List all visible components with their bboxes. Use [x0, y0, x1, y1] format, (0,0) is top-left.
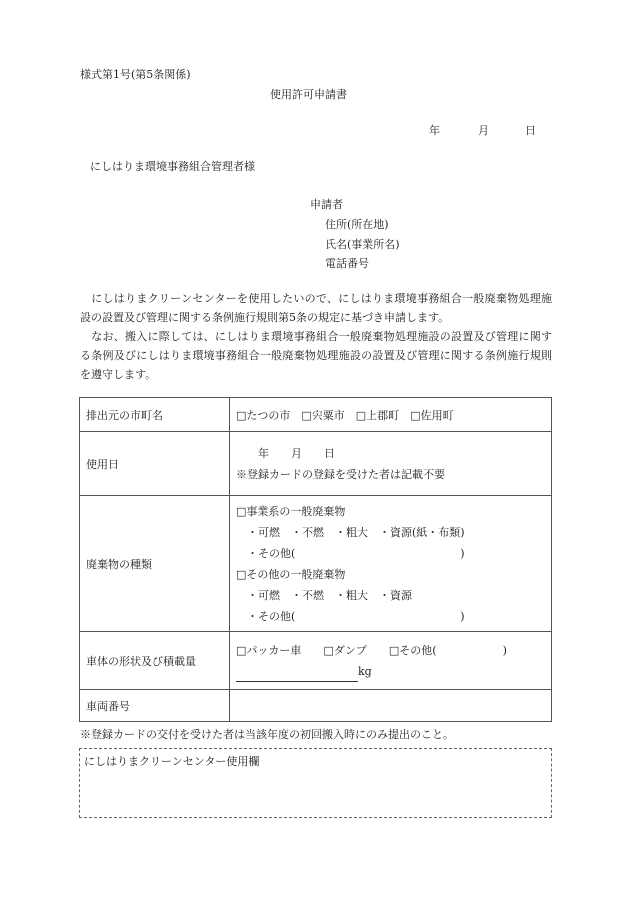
load-unit: kg — [358, 664, 372, 678]
page-title: 使用許可申請書 — [270, 88, 347, 101]
vehicle-type-cell — [230, 632, 552, 690]
waste-type-cell — [230, 496, 552, 632]
table-row — [80, 398, 552, 432]
addressee: にしはりま環境事務組合管理者様 — [90, 160, 255, 173]
vehicle-type-label: 車体の形状及び積載量 — [80, 632, 230, 690]
origin-label: 排出元の市町名 — [80, 398, 230, 432]
waste-line: ・可燃 ・不燃 ・粗大 ・資源(紙・布類) — [236, 525, 465, 539]
table-row — [80, 690, 552, 722]
waste-line: ・可燃 ・不燃 ・粗大 ・資源 — [236, 588, 412, 602]
table-row — [80, 632, 552, 690]
applicant-address: 住所(所在地) — [325, 218, 389, 231]
body-paragraph-2: なお、搬入に際しては、にしはりま環境事務組合一般廃棄物処理施設の設置及び管理に関する条例及びにしはりま環境事務組合一般廃棄物処理施設の設置及び管理に関する条例施行規則を遵守します。 — [80, 330, 552, 381]
load-amount-line — [236, 669, 358, 682]
use-date-note: ※登録カードの登録を受けた者は記載不要 — [236, 467, 445, 481]
use-date-cell — [230, 432, 552, 496]
waste-line: □その他の一般廃棄物 — [236, 567, 346, 581]
origin-options: □たつの市 □宍粟市 □上郡町 □佐用町 — [230, 398, 552, 432]
date-year: 年 — [429, 124, 440, 137]
form-number: 様式第1号(第5条関係) — [80, 68, 191, 81]
center-use-label: にしはりまクリーンセンター使用欄 — [84, 755, 260, 768]
vehicle-number-value — [230, 690, 552, 722]
waste-type-label: 廃棄物の種類 — [80, 496, 230, 632]
table-row — [80, 432, 552, 496]
waste-line: □事業系の一般廃棄物 — [236, 504, 346, 518]
applicant-phone: 電話番号 — [325, 257, 369, 270]
application-table — [79, 397, 552, 722]
body-paragraph-1: にしはりまクリーンセンターを使用したいので、にしはりま環境事務組合一般廃棄物処理施設の設置及び管理に関する条例施行規則第5条の規定に基づき申請します。 — [80, 292, 552, 324]
date-month: 月 — [478, 124, 489, 137]
use-date-value: 年 月 日 — [236, 446, 335, 460]
table-row — [80, 496, 552, 632]
center-use-box — [79, 748, 552, 818]
applicant-label: 申請者 — [310, 198, 343, 211]
load-amount — [236, 661, 545, 682]
waste-line: ・その他( ) — [236, 546, 465, 560]
use-date-label: 使用日 — [80, 432, 230, 496]
footnote: ※登録カードの交付を受けた者は当該年度の初回搬入時にのみ提出のこと。 — [80, 728, 454, 741]
vehicle-options: □パッカー車 □ダンプ □その他( ) — [236, 643, 507, 657]
vehicle-number-label: 車両番号 — [80, 690, 230, 722]
waste-line: ・その他( ) — [236, 609, 465, 623]
applicant-name: 氏名(事業所名) — [325, 238, 400, 251]
date-day: 日 — [525, 124, 536, 137]
